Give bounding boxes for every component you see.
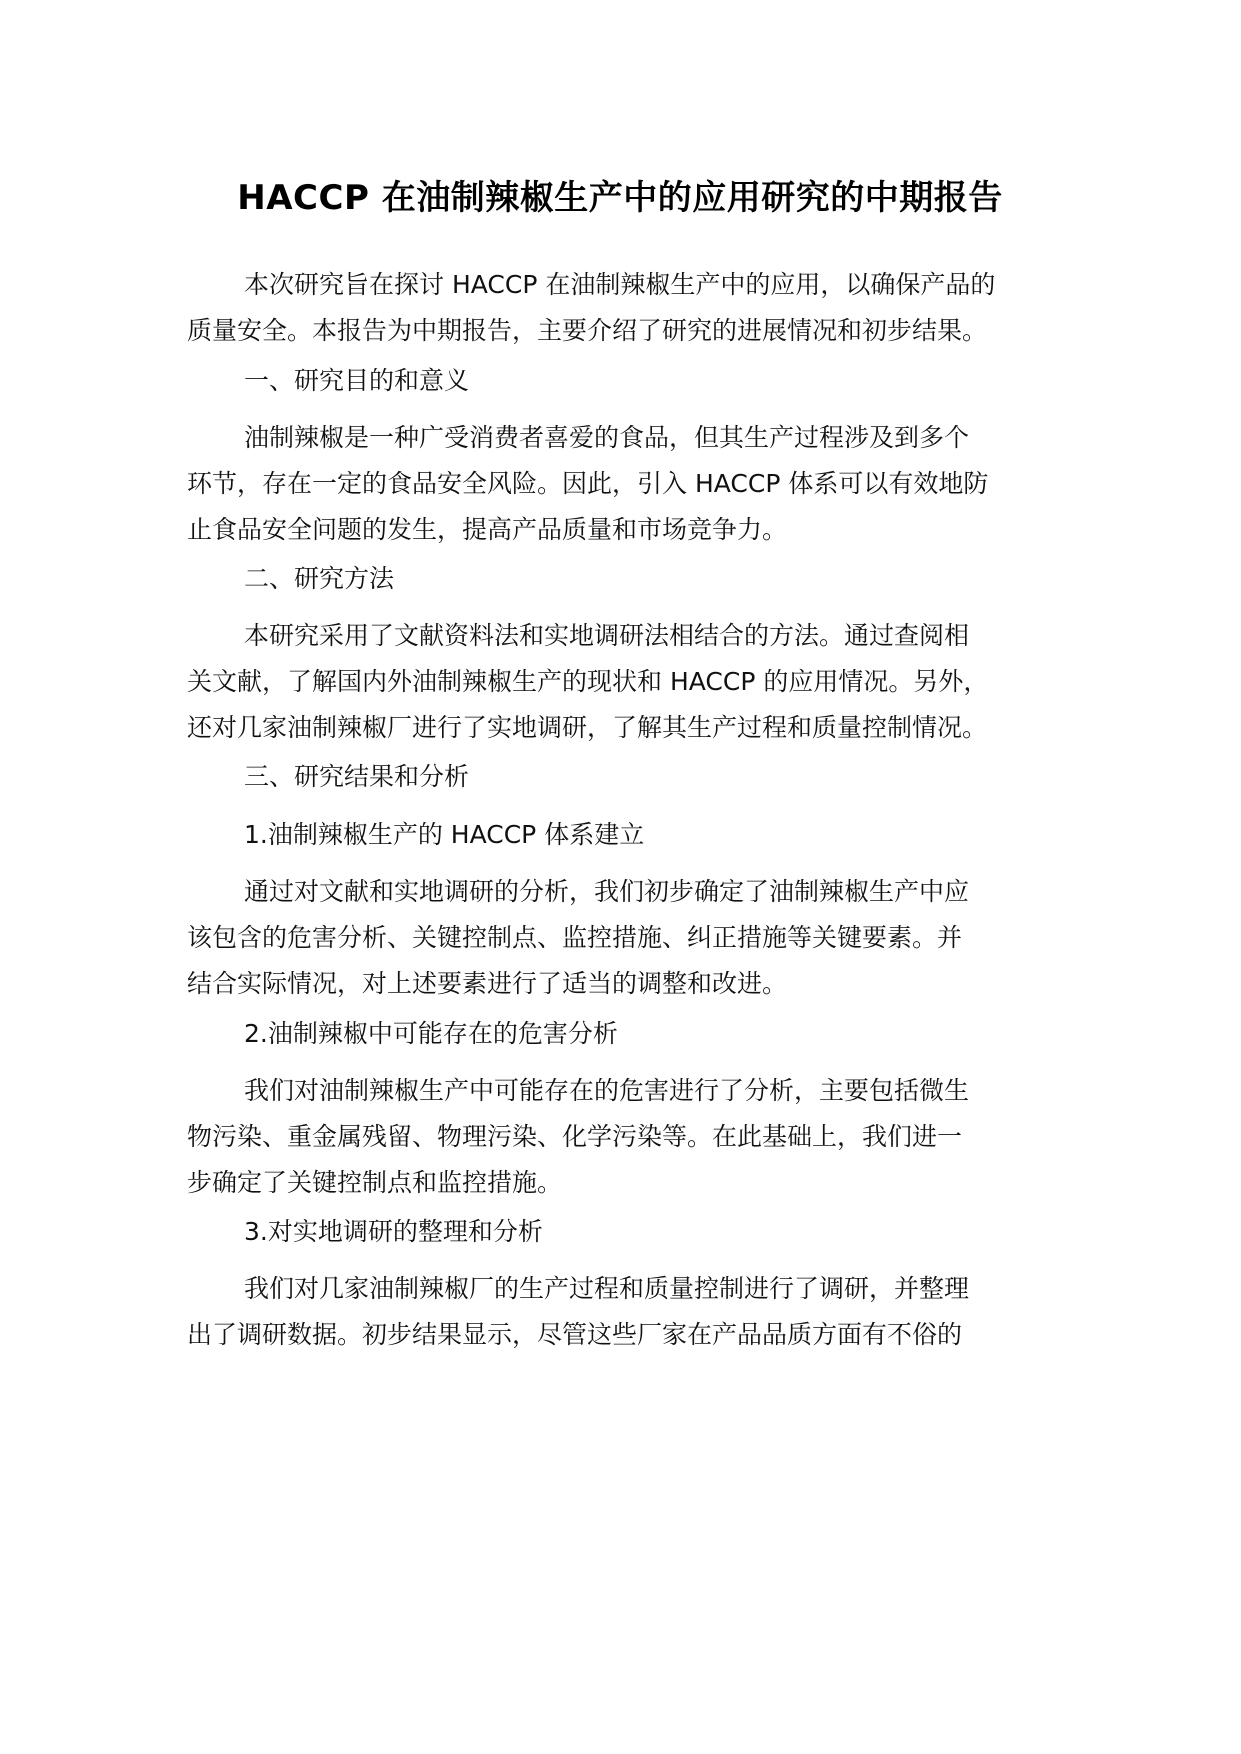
paragraph-line: 我们对油制辣椒生产中可能存在的危害进行了分析，主要包括微生	[244, 1076, 970, 1105]
section-heading	[187, 358, 1057, 404]
paragraph-line: 物污染、重金属残留、物理污染、化学污染等。在此基础上，我们进一	[187, 1122, 963, 1151]
paragraph-line: 关文献，了解国内外油制辣椒生产的现状和 HACCP 的应用情况。另外，	[187, 667, 989, 696]
section-heading-text: 二、研究方法	[244, 564, 395, 593]
subsection-heading	[187, 1209, 1057, 1255]
paragraph-line: 该包含的危害分析、关键控制点、监控措施、纠正措施等关键要素。并	[187, 923, 963, 952]
section-heading	[187, 754, 1057, 800]
paragraph-line: 还对几家油制辣椒厂进行了实地调研，了解其生产过程和质量控制情况。	[187, 713, 988, 742]
subsection-paragraph	[187, 1068, 1057, 1206]
paragraph-line: 油制辣椒是一种广受消费者喜爱的食品，但其生产过程涉及到多个	[244, 423, 970, 452]
paragraph-line: 通过对文献和实地调研的分析，我们初步确定了油制辣椒生产中应	[244, 877, 970, 906]
document-title: HACCP 在油制辣椒生产中的应用研究的中期报告	[237, 178, 1003, 218]
section-paragraph	[187, 415, 1057, 553]
paragraph-line: 止食品安全问题的发生，提高产品质量和市场竞争力。	[187, 515, 788, 544]
subsection-heading-text: 1.油制辣椒生产的 HACCP 体系建立	[244, 820, 645, 849]
section-heading	[187, 556, 1057, 602]
paragraph-line: 本研究采用了文献资料法和实地调研法相结合的方法。通过查阅相	[244, 621, 970, 650]
paragraph-line: 结合实际情况，对上述要素进行了适当的调整和改进。	[187, 969, 788, 998]
paragraph-line: 本次研究旨在探讨 HACCP 在油制辣椒生产中的应用，以确保产品的	[244, 270, 996, 299]
subsection-paragraph	[187, 1266, 1057, 1358]
subsection-heading-text: 2.油制辣椒中可能存在的危害分析	[244, 1019, 618, 1048]
paragraph-line: 我们对几家油制辣椒厂的生产过程和质量控制进行了调研，并整理	[244, 1274, 970, 1303]
paragraph-line: 质量安全。本报告为中期报告，主要介绍了研究的进展情况和初步结果。	[187, 316, 988, 345]
subsection-paragraph	[187, 869, 1057, 1007]
section-heading-text: 三、研究结果和分析	[244, 762, 470, 791]
intro-paragraph	[187, 262, 1057, 354]
paragraph-line: 步确定了关键控制点和监控措施。	[187, 1168, 563, 1197]
paragraph-line: 出了调研数据。初步结果显示，尽管这些厂家在产品品质方面有不俗的	[187, 1320, 963, 1349]
subsection-heading-text: 3.对实地调研的整理和分析	[244, 1217, 543, 1246]
section-heading-text: 一、研究目的和意义	[244, 366, 470, 395]
subsection-heading	[187, 1011, 1057, 1057]
section-paragraph	[187, 613, 1057, 751]
subsection-heading	[187, 812, 1057, 858]
paragraph-line: 环节，存在一定的食品安全风险。因此，引入 HACCP 体系可以有效地防	[187, 469, 989, 498]
